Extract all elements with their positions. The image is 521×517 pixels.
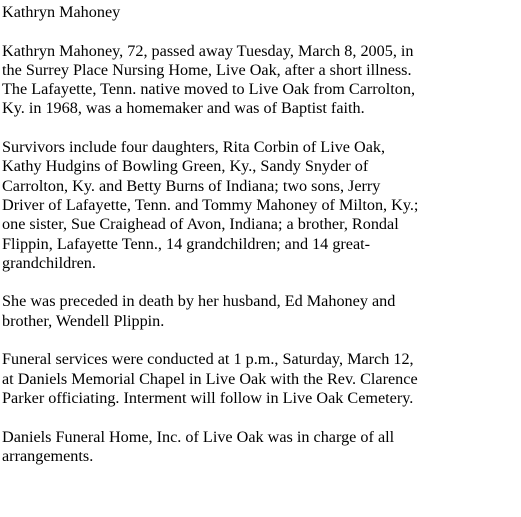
paragraph-death-notice bbox=[2, 42, 521, 119]
document-title: Kathryn Mahoney bbox=[2, 3, 121, 21]
paragraph-funeral-services bbox=[2, 350, 521, 408]
text-line: brother, Wendell Plippin. bbox=[2, 311, 165, 330]
text-line: grandchildren. bbox=[2, 253, 96, 272]
paragraph-preceded-in-death bbox=[2, 292, 521, 331]
document-title-block bbox=[2, 3, 521, 22]
text-line: one sister, Sue Craighead of Avon, Indiana; a brother, Rondal bbox=[2, 215, 399, 234]
text-line: Funeral services were conducted at 1 p.m., Saturday, March 12, bbox=[2, 350, 414, 369]
text-line: Parker officiating. Interment will follow in Live Oak Cemetery. bbox=[2, 388, 414, 407]
text-line: Flippin, Lafayette Tenn., 14 grandchildren; and 14 great- bbox=[2, 234, 371, 253]
text-line: Kathryn Mahoney, 72, passed away Tuesday, March 8, 2005, in bbox=[2, 41, 414, 60]
text-line: the Surrey Place Nursing Home, Live Oak, after a short illness. bbox=[2, 60, 412, 79]
text-line: She was preceded in death by her husband, Ed Mahoney and bbox=[2, 292, 396, 311]
text-line: Driver of Lafayette, Tenn. and Tommy Mahoney of Milton, Ky.; bbox=[2, 195, 419, 214]
text-line: Carrolton, Ky. and Betty Burns of Indiana; two sons, Jerry bbox=[2, 176, 381, 195]
text-line: at Daniels Memorial Chapel in Live Oak with the Rev. Clarence bbox=[2, 369, 418, 388]
text-line: Kathy Hudgins of Bowling Green, Ky., Sandy Snyder of bbox=[2, 157, 369, 176]
text-line: arrangements. bbox=[2, 446, 94, 465]
paragraph-arrangements bbox=[2, 428, 521, 467]
text-line: The Lafayette, Tenn. native moved to Live Oak from Carrolton, bbox=[2, 80, 416, 99]
text-line: Ky. in 1968, was a homemaker and was of Baptist faith. bbox=[2, 99, 365, 118]
text-line: Survivors include four daughters, Rita Corbin of Live Oak, bbox=[2, 138, 386, 157]
paragraph-survivors bbox=[2, 138, 521, 273]
text-line: Daniels Funeral Home, Inc. of Live Oak was in charge of all bbox=[2, 427, 395, 446]
